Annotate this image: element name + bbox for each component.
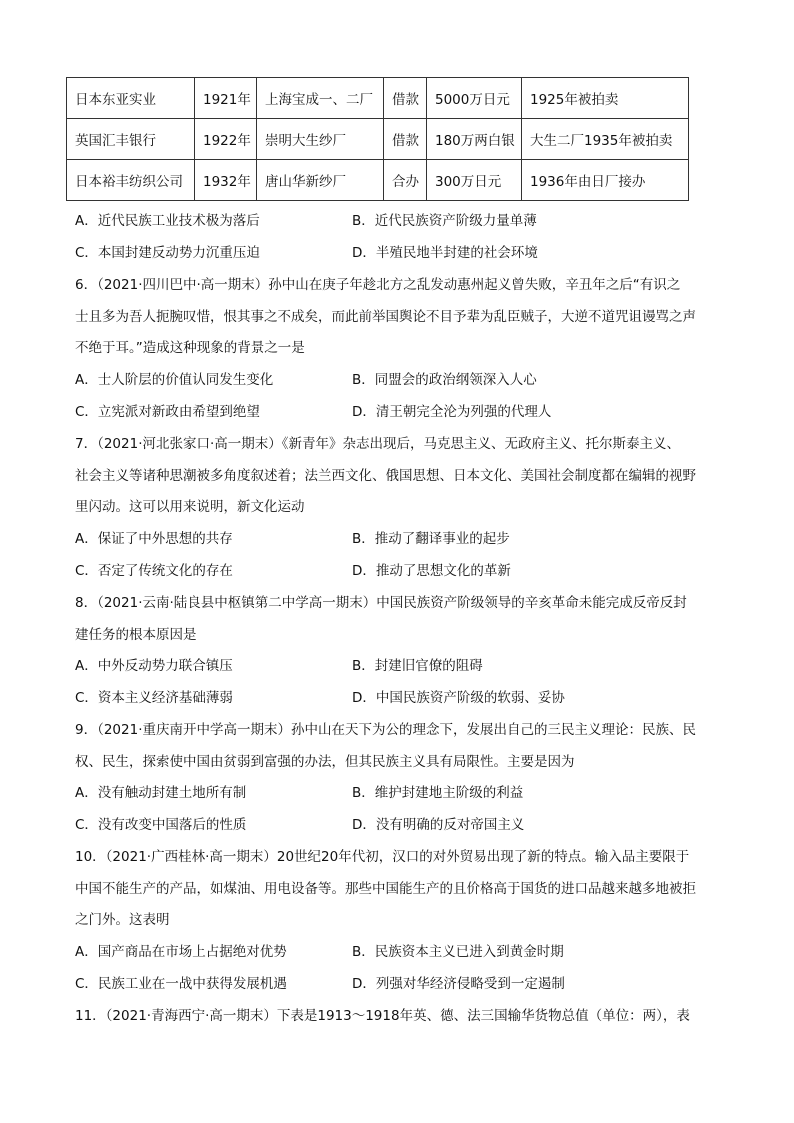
table-cell: 崇明大生纱厂 [257,119,384,160]
q7-option-b: B．推动了翻译事业的起步 [352,531,510,547]
q9-option-c: C．没有改变中国落后的性质 [75,817,247,833]
table-cell: 1936年由日厂接办 [522,160,689,201]
q7-option-a: A．保证了中外思想的共存 [75,531,233,547]
q9-option-b: B．维护封建地主阶级的利益 [352,785,524,801]
q5-option-a: A．近代民族工业技术极为落后 [75,213,260,229]
q8-stem-line-1: 8．（2021·云南·陆良县中枢镇第二中学高一期末）中国民族资产阶级领导的辛亥革命未能完成反帝反封 [75,595,687,611]
table-cell: 借款 [384,78,427,119]
q5-option-b: B．近代民族资产阶级力量单薄 [352,213,537,229]
q6-option-a: A．士人阶层的价值认同发生变化 [75,372,274,388]
q9-option-d: D．没有明确的反对帝国主义 [352,817,525,833]
q6-option-b: B．同盟会的政治纲领深入人心 [352,372,537,388]
table-cell: 日本东亚实业 [67,78,195,119]
q7-option-c: C．否定了传统文化的存在 [75,563,233,579]
table-row [67,119,689,160]
table-cell: 借款 [384,119,427,160]
table-cell: 上海宝成一、二厂 [257,78,384,119]
q8-option-c: C．资本主义经济基础薄弱 [75,690,233,706]
table-row [67,160,689,201]
q8-stem-line-2: 建任务的根本原因是 [75,627,197,643]
q8-option-b: B．封建旧官僚的阻碍 [352,658,483,674]
q10-stem-line-3: 之门外。这表明 [75,912,170,928]
q10-option-b: B．民族资本主义已进入到黄金时期 [352,944,564,960]
q10-stem-line-2: 中国不能生产的产品，如煤油、用电设备等。那些中国能生产的且价格高于国货的进口品越来越多地被拒 [75,881,696,897]
table-cell: 180万两白银 [427,119,522,160]
q5-option-c: C．本国封建反动势力沉重压迫 [75,245,260,261]
q7-stem-line-3: 里闪动。这可以用来说明，新文化运动 [75,499,305,515]
q10-stem-line-1: 10．（2021·广西桂林·高一期末）20世纪20年代初，汉口的对外贸易出现了新的特点。输入品主要限于 [75,849,690,865]
table-cell: 英国汇丰银行 [67,119,195,160]
table-cell: 日本裕丰纺织公司 [67,160,195,201]
q6-stem-line-3: 不绝于耳。”造成这种现象的背景之一是 [75,340,305,356]
q7-stem-line-2: 社会主义等诸种思潮被多角度叙述着；法兰西文化、俄国思想、日本文化、美国社会制度都在编辑的视野 [75,468,696,484]
q7-stem-line-1: 7．（2021·河北张家口·高一期末）《新青年》杂志出现后，马克思主义、无政府主义、托尔斯泰主义、 [75,436,681,452]
q5-option-d: D．半殖民地半封建的社会环境 [352,245,538,261]
table-cell: 大生二厂1935年被拍卖 [522,119,689,160]
q9-stem-line-1: 9．（2021·重庆南开中学高一期末）孙中山在天下为公的理念下，发展出自己的三民主义理论：民族、民 [75,722,696,738]
q6-option-d: D．清王朝完全沦为列强的代理人 [352,404,552,420]
q10-option-c: C．民族工业在一战中获得发展机遇 [75,976,287,992]
table-cell: 300万日元 [427,160,522,201]
table-cell: 1925年被拍卖 [522,78,689,119]
table-cell: 唐山华新纱厂 [257,160,384,201]
q10-option-a: A．国产商品在市场上占据绝对优势 [75,944,287,960]
q11-stem-line-1: 11．（2021·青海西宁·高一期末）下表是1913～1918年英、德、法三国输华货物总值（单位：两），表 [75,1008,690,1024]
loan-table [66,77,689,201]
q9-stem-line-2: 权、民生，探索使中国由贫弱到富强的办法，但其民族主义具有局限性。主要是因为 [75,754,575,770]
q8-option-d: D．中国民族资产阶级的软弱、妥协 [352,690,565,706]
table-cell: 1921年 [195,78,257,119]
table-cell: 5000万日元 [427,78,522,119]
table-cell: 1922年 [195,119,257,160]
q6-stem-line-2: 士且多为吾人扼腕叹惜，恨其事之不成矣，而此前举国舆论不目予辈为乱臣贼子，大逆不道咒诅谩骂之声 [75,309,696,325]
q10-option-d: D．列强对华经济侵略受到一定遏制 [352,976,565,992]
table-cell: 合办 [384,160,427,201]
q6-option-c: C．立宪派对新政由希望到绝望 [75,404,260,420]
q7-option-d: D．推动了思想文化的革新 [352,563,511,579]
table-row [67,78,689,119]
q8-option-a: A．中外反动势力联合镇压 [75,658,233,674]
q9-option-a: A．没有触动封建土地所有制 [75,785,247,801]
q6-stem-line-1: 6．（2021·四川巴中·高一期末）孙中山在庚子年趁北方之乱发动惠州起义曾失败，辛丑年之后“有识之 [75,277,681,293]
table-cell: 1932年 [195,160,257,201]
